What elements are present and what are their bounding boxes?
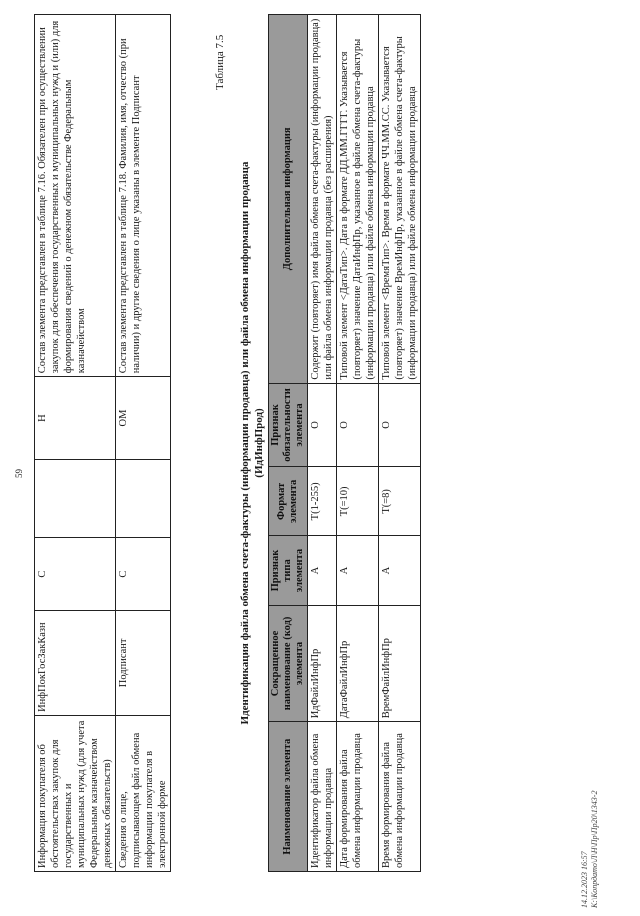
header-type: Признак типа элемента	[269, 536, 308, 605]
header-name: Наименование элемента	[269, 722, 308, 872]
table-title	[238, 14, 266, 872]
table-row	[35, 15, 116, 872]
cell-code: ИнфПокГосЗакКазн	[35, 610, 116, 715]
header-info: Дополнительная информация	[269, 15, 308, 384]
table-number: Таблица 7.5	[214, 34, 226, 90]
cell-name: Сведения о лице, подписывающем файл обмена информации покупателя в электронной форме	[116, 715, 171, 871]
cell-info: Состав элемента представлен в таблице 7.18. Фамилия, имя, отчество (при наличии) и другие сведения о лице указаны в элементе Подписант	[116, 15, 171, 377]
page-number: 59	[14, 469, 24, 478]
header-required: Признак обязательности элемента	[269, 383, 308, 467]
cell-type: А	[379, 536, 421, 605]
table-title-line2: (ИдИнфПрод)	[253, 408, 265, 478]
cell-format: T(1-255)	[308, 467, 337, 536]
cell-required: О	[308, 383, 337, 467]
cell-info: Содержит (повторяет) имя файла обмена счета-фактуры (информации продавца) или файла обмена информации продавца (без расширения)	[308, 15, 337, 384]
cell-format: T(=8)	[379, 467, 421, 536]
cell-required: О	[337, 383, 379, 467]
cell-info: Типовой элемент <ДатаТип>. Дата в формате ДД.ММ.ГГГГ. Указывается (повторяет) значение ДатаИнфПр, указанное в файле обмена счета-фактуры (информации продавца) или файле обмена информации продавца	[337, 15, 379, 384]
table-7-5	[268, 14, 421, 872]
cell-name: Идентификатор файла обмена информации продавца	[308, 722, 337, 872]
cell-code: ИдФайлИнфПр	[308, 605, 337, 722]
table-row	[337, 15, 379, 872]
continued-table	[34, 14, 171, 872]
cell-code: ДатаФайлИнфПр	[337, 605, 379, 722]
footer-timestamp: 14.12.2023 16:57	[580, 851, 589, 908]
cell-format: T(=10)	[337, 467, 379, 536]
table-row	[379, 15, 421, 872]
table-header-row	[269, 15, 308, 872]
cell-type: А	[308, 536, 337, 605]
cell-code: Подписант	[116, 610, 171, 715]
cell-format	[35, 459, 116, 538]
cell-info: Состав элемента представлен в таблице 7.16. Обязателен при осуществлении закупок для обеспечения государственных и муниципальных нужд и (или) для формирования сведений о денежном обязательстве Федеральным казначейством	[35, 15, 116, 377]
cell-type: С	[116, 538, 171, 610]
table-title-line1: Идентификация файла обмена счета-фактуры (информации продавца) или файла обмена информации продавца	[239, 161, 251, 725]
cell-info: Типовой элемент <ВремяТип>. Время в формате ЧЧ.ММ.СС. Указывается (повторяет) значение ВремИнфПр, указанное в файле обмена счета-фактуры (информации продавца) или файле обмена информации продавца	[379, 15, 421, 384]
cell-format	[116, 459, 171, 538]
cell-name: Информация покупателя об обстоятельствах закупок для государственных и муниципальных нужд (для учета Федеральным казначейством денежных обязательств)	[35, 715, 116, 871]
header-format: Формат элемента	[269, 467, 308, 536]
footer-path: К:\Копрдато\Л\Н\Пр\Пр20\1343-2	[590, 790, 599, 908]
cell-code: ВремФайлИнфПр	[379, 605, 421, 722]
cell-name: Дата формирования файла обмена информации продавца	[337, 722, 379, 872]
cell-required: Н	[35, 377, 116, 460]
table-row	[308, 15, 337, 872]
cell-type: С	[35, 538, 116, 610]
cell-type: А	[337, 536, 379, 605]
table-row	[116, 15, 171, 872]
cell-required: О	[379, 383, 421, 467]
header-code: Сокращенное наименование (код) элемента	[269, 605, 308, 722]
cell-required: ОМ	[116, 377, 171, 460]
document-footer	[580, 791, 600, 908]
cell-name: Время формирования файла обмена информации продавца	[379, 722, 421, 872]
